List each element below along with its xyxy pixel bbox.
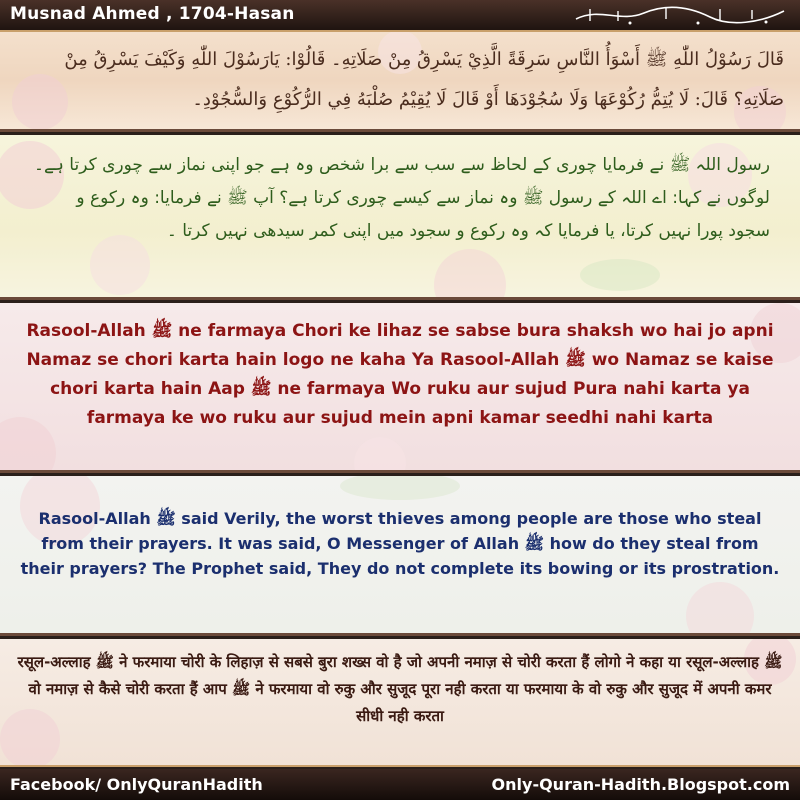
arabic-text-panel (0, 32, 800, 132)
header-bar (0, 0, 800, 32)
hindi-text-panel (0, 639, 800, 767)
arabic-hadith-text: قَالَ رَسُوْلُ اللّٰهِ ﷺ أَسْوَأُ النَّاسِ سَرِقَةً الَّذِيْ يَسْرِقُ مِنْ صَلَاتِهِ۔ قَالُوْا: يَارَسُوْلَ اللّٰهِ وَكَيْفَ يَسْرِقُ مِنْ صَلَاتِهِ؟ قَالَ: لَا يُتِمُّ رُكُوْعَهَا وَلَا سُجُوْدَهَا أَوْ قَالَ لَا يُقِيْمُ صُلْبَهُ فِي الرُّكُوْعِ وَالسُّجُوْدِ۔ (64, 49, 784, 110)
urdu-translation-text: رسول اللہ ﷺ نے فرمایا چوری کے لحاظ سے سب سے برا شخص وہ ہے جو اپنی نماز سے چوری کرتا ہے۔ لوگوں نے کہا: اے اللہ کے رسول ﷺ وہ نماز سے کیسے چوری کرتا ہے؟ آپ ﷺ نے فرمایا: وہ رکوع و سجود پورا نہیں کرتا، یا فرمایا کہ وہ رکوع و سجود میں اپنی کمر سیدھی نہیں کرتا ۔ (34, 155, 770, 241)
roman-urdu-text-panel (0, 303, 800, 473)
hadith-reference-title: Musnad Ahmed , 1704-Hasan (10, 4, 295, 24)
english-text-panel (0, 476, 800, 636)
hindi-translation-text: रसूल-अल्लाह ﷺ ने फरमाया चोरी के लिहाज़ से सबसे बुरा शख्स वो है जो अपनी नमाज़ से चोरी करता हैं लोगो ने कहा या रसूल-अल्लाह ﷺ वो नमाज़ से कैसे चोरी करता हैं आप ﷺ ने फरमाया वो रुकु और सुजूद पूरा नही करता या फरमाया के वो रुकु और सुजूद में अपनी कमर सीधी नही करता (17, 653, 783, 725)
roman-urdu-translation-text: Rasool-Allah ﷺ ne farmaya Chori ke lihaz se sabse bura shaksh wo hai jo apni Namaz se chori karta hain logo ne kaha Ya Rasool-Allah ﷺ wo Namaz se kaise chori karta hain Aap ﷺ ne farmaya Wo ruku aur sujud Pura nahi karta ya farmaya ke wo ruku aur sujud mein apni kamar seedhi nahi karta (26, 321, 774, 428)
facebook-page-link[interactable]: Facebook/ OnlyQuranHadith (10, 775, 263, 794)
blog-url-link[interactable]: Only-Quran-Hadith.Blogspot.com (491, 775, 790, 794)
urdu-text-panel (0, 135, 800, 300)
english-translation-text: Rasool-Allah ﷺ said Verily, the worst thieves among people are those who steal from their prayers. It was said, O Messenger of Allah ﷺ how do they steal from their prayers? The Prophet said, They do not complete its bowing or its prostration. (20, 509, 780, 578)
footer-bar (0, 769, 800, 800)
bismillah-calligraphy-icon (570, 3, 790, 27)
